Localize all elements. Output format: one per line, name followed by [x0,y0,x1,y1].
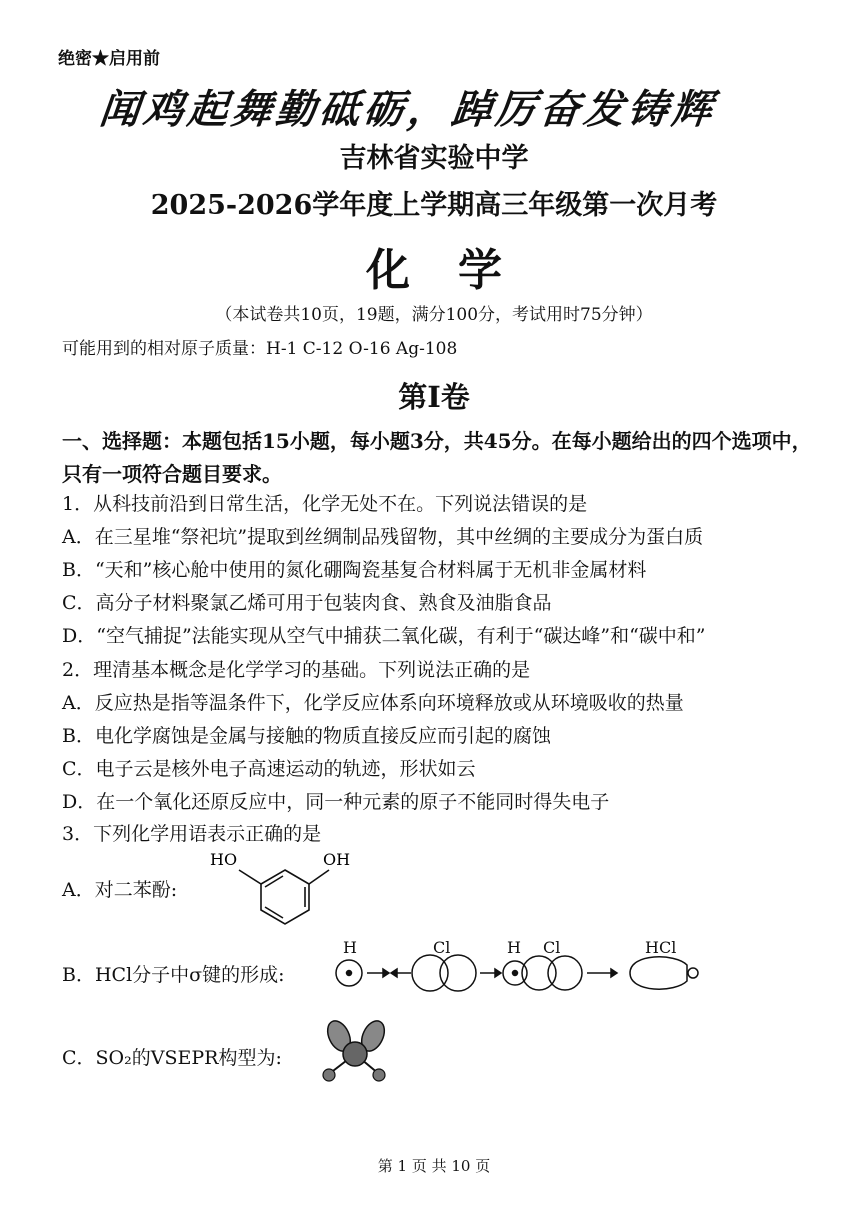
question-1-option-b: B．“天和”核心舱中使用的氮化硼陶瓷基复合材料属于无机非金属材料 [62,559,647,581]
ho-label: HO [210,850,238,869]
h-label-2: H [507,938,521,957]
question-2-option-a: A．反应热是指等温条件下，化学反应体系向环境释放或从环境吸收的热量 [62,692,684,714]
arrow-head-4 [611,969,617,977]
motto: 闻鸡起舞勤砥砺，踔厉奋发铸辉 [97,86,719,133]
question-3-option-c: C．SO₂的VSEPR构型为: [62,1047,282,1069]
so2-vsepr-figure [315,1018,395,1088]
question-2-option-c: C．电子云是核外电子高速运动的轨迹，形状如云 [62,758,476,780]
h-label: H [343,938,357,957]
atomic-mass-line: 可能用到的相对原子质量：H-1 C-12 O-16 Ag-108 [62,339,458,359]
school-name: 吉林省实验中学 [339,143,529,174]
question-1-stem: 1．从科技前沿到日常生活，化学无处不在。下列说法错误的是 [62,493,588,515]
hcl-small-lobe [688,968,698,978]
question-2-option-d: D．在一个氧化还原反应中，同一种元素的原子不能同时得失电子 [62,791,610,813]
arrow-head-3 [495,969,501,977]
oh-label: OH [323,850,351,869]
hcl-sigma-bond-figure [325,935,710,1005]
question-1-option-a: A．在三星堆“祭祀坑”提取到丝绸制品残留物，其中丝绸的主要成分为蛋白质 [62,526,704,548]
benzene-ring [239,870,329,924]
section-instructions: 一、选择题：本题包括15小题，每小题3分，共45分。在每小题给出的四个选项中，只有一项符合题目要求。 [62,429,812,486]
question-2-stem: 2．理清基本概念是化学学习的基础。下列说法正确的是 [62,659,531,681]
arrow-head-2 [391,969,397,977]
h-nucleus [347,971,352,976]
confidential-label: 绝密★启用前 [58,49,160,69]
page-footer: 第 1 页 共 10 页 [377,1157,491,1175]
arrow-head-1 [383,969,389,977]
question-3-option-a: A．对二苯酚: [62,879,178,901]
hcl-sigma-orbital [630,957,687,989]
exam-info: （本试卷共10页，19题，满分100分，考试用时75分钟） [215,305,653,325]
question-1-option-c: C．高分子材料聚氯乙烯可用于包装肉食、熟食及油脂食品 [62,592,552,614]
cl-label-2: Cl [543,938,561,957]
cl-lobe-2-right [548,956,582,990]
volume-title: 第Ⅰ卷 [398,380,470,414]
hcl-label: HCl [645,938,677,957]
question-3-stem: 3．下列化学用语表示正确的是 [62,823,322,845]
h-nucleus-2 [513,971,518,976]
exam-title: 2025-2026学年度上学期高三年级第一次月考 [150,190,718,221]
resorcinol-structure-figure [205,848,365,928]
cl-label: Cl [433,938,451,957]
question-1-option-d: D．“空气捕捉”法能实现从空气中捕获二氧化碳，有利于“碳达峰”和“碳中和” [62,625,706,647]
oxygen-atom-right [373,1069,385,1081]
oxygen-atom-left [323,1069,335,1081]
cl-p-lobe-right [440,955,476,991]
sulfur-atom [343,1042,367,1066]
question-3-option-b: B．HCl分子中σ键的形成: [62,964,285,986]
cl-p-lobe-left [412,955,448,991]
question-2-option-b: B．电化学腐蚀是金属与接触的物质直接反应而引起的腐蚀 [62,725,551,747]
subject-title: 化学 [366,245,550,296]
